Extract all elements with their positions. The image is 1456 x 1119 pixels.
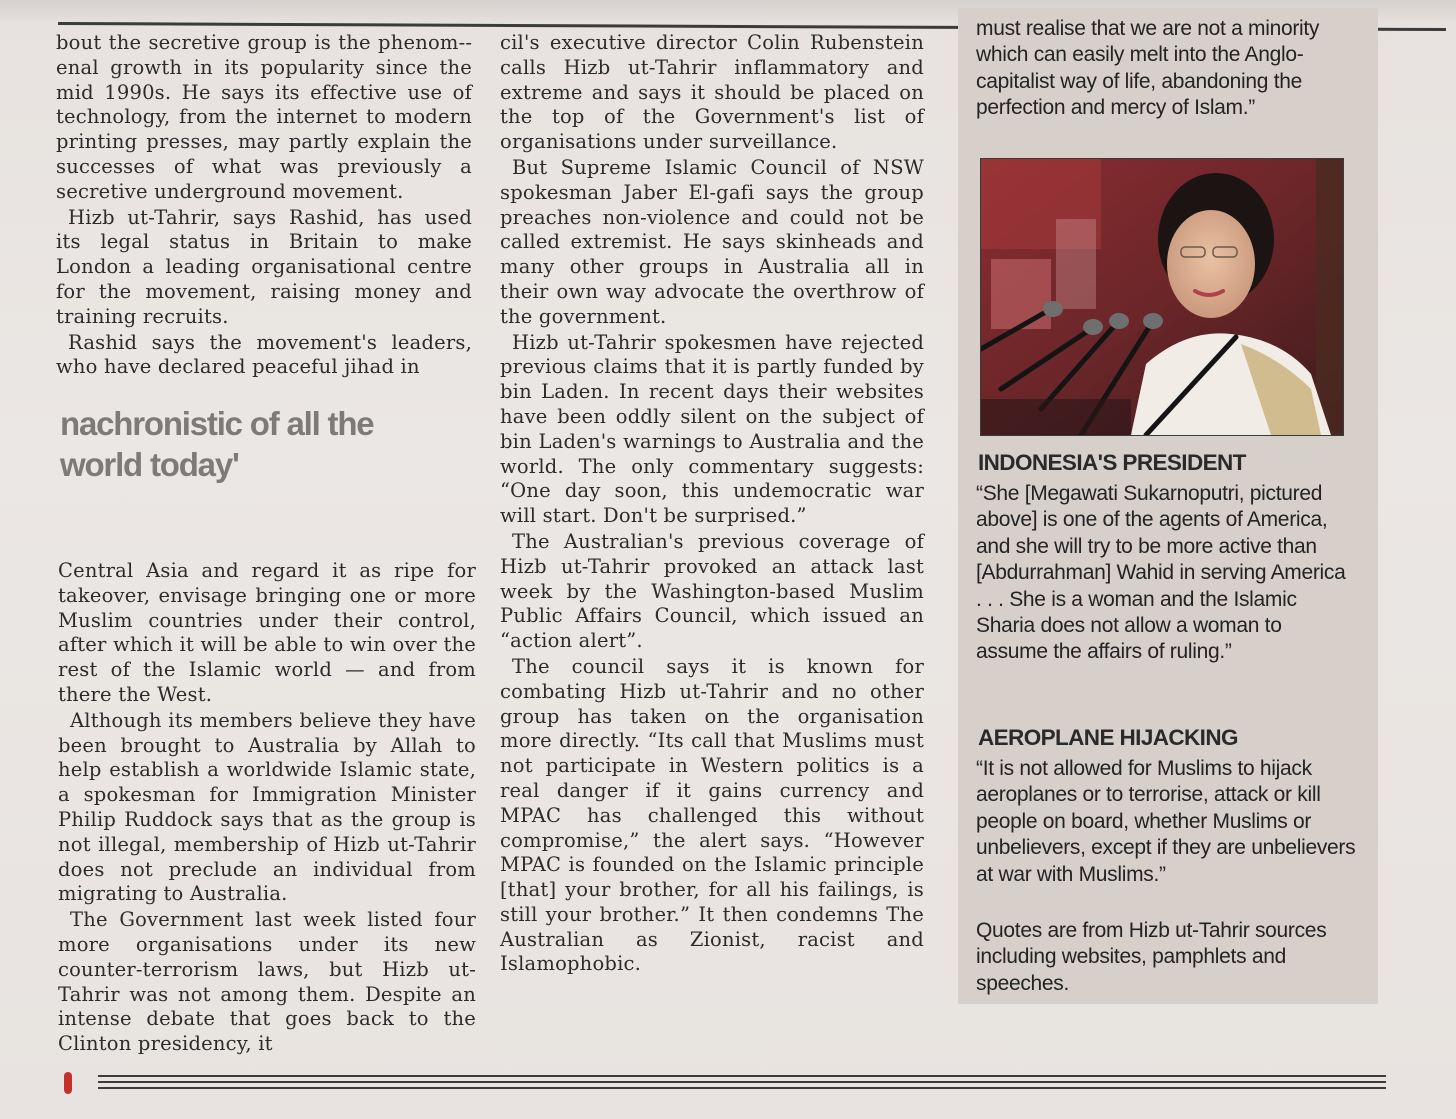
article-column-1-top [56,31,472,380]
paragraph: The Australian's previous coverage of Hizb ut-Tahrir provoked an attack last week by the Washington-based Muslim Public Affairs Council, which issued an “action alert”. [500,529,924,653]
sidebar-heading-hijacking: AEROPLANE HIJACKING [978,725,1238,750]
pull-quote [60,403,480,485]
bottom-rule [98,1075,1386,1077]
sidebar-quote-indonesia: “She [Megawati Sukarnoputri, pictured above] is one of the agents of America, and she will try to be more active than [Abdurrahman] Wahid in serving America . . . She is a woman and the Islamic Sharia does not allow a woman to assume the affairs of ruling.” [976,482,1346,664]
paragraph: Central Asia and regard it as ripe for takeover, envisage bringing one or more Muslim countries under their control, after which it will be able to win over the rest of the Islamic world — and from there the West. [58,559,476,706]
article-column-1-bottom [58,559,476,1057]
paragraph: Although its members believe they have been brought to Australia by Allah to help establish a worldwide Islamic state, a spokesman for Immigration Minister Philip Ruddock says that as the group is not illegal, membership of Hizb ut-Tahrir does not preclude an individual from migrating to Australia. [58,708,476,906]
paragraph: Hizb ut-Tahrir spokesmen have rejected previous claims that it is partly funded by bin Laden. In recent days their websites have been oddly silent on the subject of bin Laden's warnings to Australia and the world. The only commentary suggests: “One day soon, this undemocratic war will start. Don't be surprised.” [500,330,924,528]
article-column-2 [500,31,924,977]
red-registration-mark [64,1072,72,1094]
paragraph: Hizb ut-Tahrir, says Rashid, has used its legal status in Britain to make London a leading organisational centre for the movement, raising money and training recruits. [56,205,472,328]
sidebar-source-note: Quotes are from Hizb ut-Tahrir sources including websites, pamphlets and speeches. [976,919,1327,995]
sidebar-heading-indonesia: INDONESIA'S PRESIDENT [978,450,1246,475]
bottom-rule [98,1081,1386,1083]
pull-quote-line: world today' [60,446,239,483]
paragraph: Rashid says the movement's leaders, who have declared peaceful jihad in [56,330,472,379]
pull-quote-line: nachronistic of all the [60,405,374,442]
paragraph: But Supreme Islamic Council of NSW spokesman Jaber El-gafi says the group preaches non-violence and could not be called extremist. He says skinheads and many other groups in Australia all in their own way advocate the overthrow of the government. [500,155,924,328]
bottom-rule [98,1087,1386,1089]
paragraph: The council says it is known for combating Hizb ut-Tahrir and no other group has taken on the organisation more directly. “Its call that Muslims must not participate in Western politics is a real danger if it gains currency and MPAC has challenged this without compromise,” the alert says. “However MPAC is founded on the Islamic principle [that] your brother, for all his failings, is still your brother.” It then condemns The Australian as Zionist, racist and Islamophobic. [500,654,924,976]
sidebar-intro: must realise that we are not a minority which can easily melt into the Anglo-capitalist way of life, abandoning the perfection and mercy of Islam.” [976,17,1320,120]
paragraph: cil's executive director Colin Rubenstein calls Hizb ut-Tahrir inflammatory and extreme and says it should be placed on the top of the Government's list of organisations under surveillance. [500,31,924,154]
president-photo [980,158,1344,436]
paragraph: The Government last week listed four more organisations under its new counter-terrorism laws, but Hizb ut-Tahrir was not among them. Despite an intense debate that goes back to the Clinton presidency, it [58,908,476,1056]
paragraph: bout the secretive group is the phenom-enal growth in its popularity since the mid 1990s. He says its effective use of technology, from the internet to modern printing presses, may partly explain the successes of what was previously a secretive underground movement. [56,31,472,203]
sidebar-quote-hijacking: “It is not allowed for Muslims to hijack aeroplanes or to terrorise, attack or kill people on board, whether Muslims or unbelievers, except if they are unbelievers at war with Muslims.” [976,757,1356,886]
photo-image [981,159,1343,435]
